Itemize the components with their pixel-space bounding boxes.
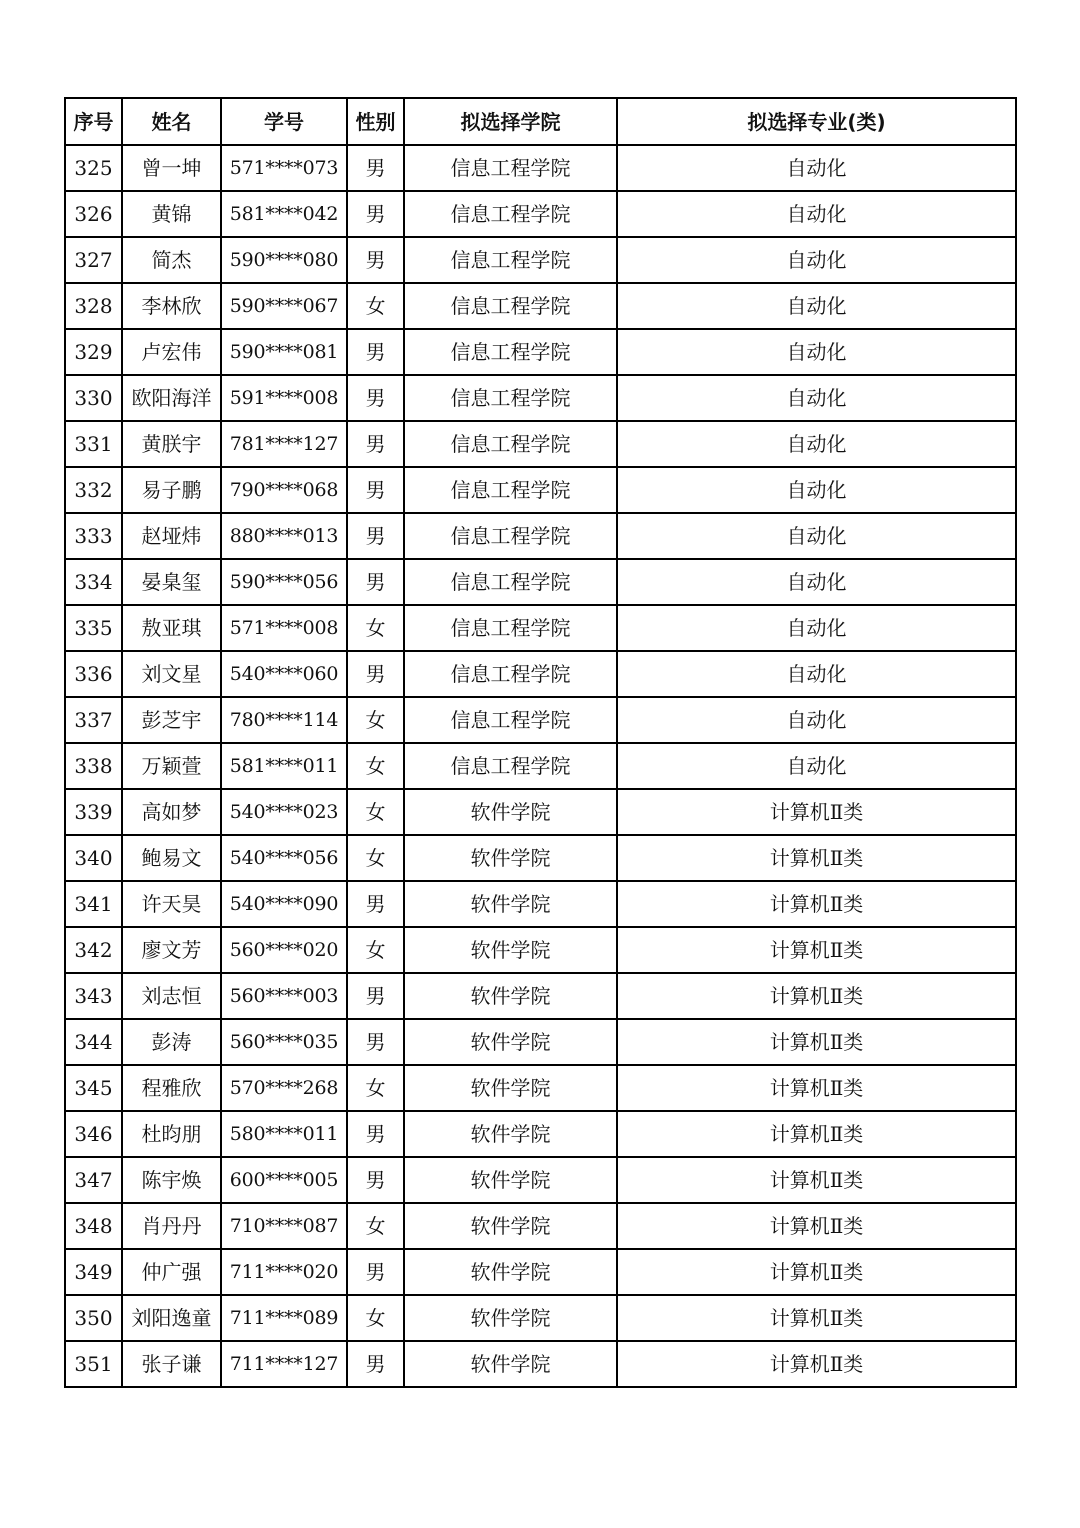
table-row <box>65 743 1016 789</box>
table-row <box>65 145 1016 191</box>
cell-name: 张子谦 <box>122 1341 221 1387</box>
cell-major: 自动化 <box>617 283 1016 329</box>
table-row <box>65 1203 1016 1249</box>
cell-student-id: 540****090 <box>221 881 347 927</box>
cell-major: 自动化 <box>617 743 1016 789</box>
cell-college: 信息工程学院 <box>404 467 617 513</box>
cell-major: 自动化 <box>617 375 1016 421</box>
cell-major: 计算机Ⅱ类 <box>617 1157 1016 1203</box>
table-row <box>65 283 1016 329</box>
cell-name: 易子鹏 <box>122 467 221 513</box>
cell-name: 高如梦 <box>122 789 221 835</box>
cell-major: 计算机Ⅱ类 <box>617 835 1016 881</box>
cell-gender: 男 <box>347 329 404 375</box>
cell-student-id: 781****127 <box>221 421 347 467</box>
cell-name: 陈宇焕 <box>122 1157 221 1203</box>
cell-major: 计算机Ⅱ类 <box>617 1111 1016 1157</box>
cell-seq: 333 <box>65 513 122 559</box>
cell-gender: 男 <box>347 467 404 513</box>
cell-college: 软件学院 <box>404 789 617 835</box>
cell-name: 仲广强 <box>122 1249 221 1295</box>
cell-seq: 336 <box>65 651 122 697</box>
cell-major: 计算机Ⅱ类 <box>617 973 1016 1019</box>
cell-name: 万颖萱 <box>122 743 221 789</box>
cell-name: 彭芝宇 <box>122 697 221 743</box>
cell-name: 廖文芳 <box>122 927 221 973</box>
cell-seq: 350 <box>65 1295 122 1341</box>
table-row <box>65 1249 1016 1295</box>
cell-major: 计算机Ⅱ类 <box>617 1019 1016 1065</box>
cell-college: 信息工程学院 <box>404 421 617 467</box>
cell-gender: 男 <box>347 1249 404 1295</box>
cell-name: 黄朕宇 <box>122 421 221 467</box>
cell-gender: 女 <box>347 283 404 329</box>
table-row <box>65 1111 1016 1157</box>
table-row <box>65 237 1016 283</box>
table-row <box>65 651 1016 697</box>
cell-seq: 346 <box>65 1111 122 1157</box>
header-gender: 性别 <box>347 98 404 145</box>
cell-seq: 348 <box>65 1203 122 1249</box>
cell-name: 黄锦 <box>122 191 221 237</box>
cell-student-id: 540****060 <box>221 651 347 697</box>
cell-gender: 男 <box>347 559 404 605</box>
table-row <box>65 697 1016 743</box>
cell-student-id: 590****056 <box>221 559 347 605</box>
header-major: 拟选择专业(类) <box>617 98 1016 145</box>
cell-gender: 女 <box>347 1065 404 1111</box>
cell-seq: 337 <box>65 697 122 743</box>
cell-gender: 男 <box>347 237 404 283</box>
cell-seq: 330 <box>65 375 122 421</box>
cell-major: 计算机Ⅱ类 <box>617 1295 1016 1341</box>
cell-seq: 342 <box>65 927 122 973</box>
cell-college: 软件学院 <box>404 927 617 973</box>
cell-college: 软件学院 <box>404 1157 617 1203</box>
table-row <box>65 1157 1016 1203</box>
cell-student-id: 590****081 <box>221 329 347 375</box>
cell-seq: 338 <box>65 743 122 789</box>
cell-student-id: 780****114 <box>221 697 347 743</box>
cell-student-id: 711****127 <box>221 1341 347 1387</box>
cell-student-id: 560****020 <box>221 927 347 973</box>
cell-major: 计算机Ⅱ类 <box>617 1203 1016 1249</box>
cell-college: 信息工程学院 <box>404 283 617 329</box>
cell-student-id: 560****003 <box>221 973 347 1019</box>
table-row <box>65 559 1016 605</box>
cell-student-id: 591****008 <box>221 375 347 421</box>
header-seq: 序号 <box>65 98 122 145</box>
cell-gender: 女 <box>347 927 404 973</box>
cell-major: 自动化 <box>617 421 1016 467</box>
cell-seq: 339 <box>65 789 122 835</box>
cell-college: 信息工程学院 <box>404 605 617 651</box>
cell-major: 自动化 <box>617 467 1016 513</box>
cell-seq: 351 <box>65 1341 122 1387</box>
cell-college: 软件学院 <box>404 1295 617 1341</box>
cell-name: 肖丹丹 <box>122 1203 221 1249</box>
header-row <box>65 98 1016 145</box>
cell-gender: 男 <box>347 973 404 1019</box>
cell-name: 曾一坤 <box>122 145 221 191</box>
cell-major: 自动化 <box>617 237 1016 283</box>
cell-student-id: 581****042 <box>221 191 347 237</box>
table-row <box>65 375 1016 421</box>
cell-student-id: 540****023 <box>221 789 347 835</box>
table-row <box>65 467 1016 513</box>
cell-name: 李林欣 <box>122 283 221 329</box>
cell-seq: 332 <box>65 467 122 513</box>
cell-major: 计算机Ⅱ类 <box>617 1065 1016 1111</box>
cell-student-id: 581****011 <box>221 743 347 789</box>
cell-seq: 335 <box>65 605 122 651</box>
cell-student-id: 560****035 <box>221 1019 347 1065</box>
table-row <box>65 513 1016 559</box>
cell-student-id: 710****087 <box>221 1203 347 1249</box>
cell-seq: 325 <box>65 145 122 191</box>
cell-seq: 329 <box>65 329 122 375</box>
cell-college: 软件学院 <box>404 881 617 927</box>
cell-student-id: 570****268 <box>221 1065 347 1111</box>
cell-student-id: 540****056 <box>221 835 347 881</box>
cell-gender: 男 <box>347 881 404 927</box>
cell-college: 信息工程学院 <box>404 743 617 789</box>
table-row <box>65 421 1016 467</box>
cell-name: 欧阳海洋 <box>122 375 221 421</box>
table-row <box>65 789 1016 835</box>
table-header <box>65 98 1016 145</box>
cell-gender: 男 <box>347 191 404 237</box>
cell-name: 刘文星 <box>122 651 221 697</box>
cell-gender: 男 <box>347 375 404 421</box>
cell-name: 卢宏伟 <box>122 329 221 375</box>
cell-gender: 男 <box>347 421 404 467</box>
cell-name: 刘阳逸童 <box>122 1295 221 1341</box>
table-row <box>65 191 1016 237</box>
cell-seq: 327 <box>65 237 122 283</box>
cell-seq: 340 <box>65 835 122 881</box>
cell-gender: 女 <box>347 743 404 789</box>
cell-seq: 343 <box>65 973 122 1019</box>
cell-college: 信息工程学院 <box>404 651 617 697</box>
cell-student-id: 590****080 <box>221 237 347 283</box>
cell-seq: 344 <box>65 1019 122 1065</box>
cell-seq: 328 <box>65 283 122 329</box>
cell-college: 软件学院 <box>404 1249 617 1295</box>
cell-major: 自动化 <box>617 145 1016 191</box>
cell-name: 杜昀朋 <box>122 1111 221 1157</box>
cell-major: 计算机Ⅱ类 <box>617 1249 1016 1295</box>
cell-college: 信息工程学院 <box>404 513 617 559</box>
cell-seq: 334 <box>65 559 122 605</box>
table-row <box>65 1019 1016 1065</box>
cell-college: 信息工程学院 <box>404 145 617 191</box>
table-row <box>65 973 1016 1019</box>
cell-seq: 349 <box>65 1249 122 1295</box>
cell-college: 软件学院 <box>404 835 617 881</box>
cell-seq: 326 <box>65 191 122 237</box>
table-row <box>65 1341 1016 1387</box>
table-row <box>65 1295 1016 1341</box>
cell-seq: 331 <box>65 421 122 467</box>
cell-student-id: 571****008 <box>221 605 347 651</box>
table-body <box>65 145 1016 1387</box>
cell-gender: 男 <box>347 513 404 559</box>
cell-student-id: 600****005 <box>221 1157 347 1203</box>
table-row <box>65 927 1016 973</box>
table-row <box>65 329 1016 375</box>
cell-major: 自动化 <box>617 559 1016 605</box>
cell-college: 软件学院 <box>404 1341 617 1387</box>
table-row <box>65 1065 1016 1111</box>
cell-name: 晏臬玺 <box>122 559 221 605</box>
cell-student-id: 790****068 <box>221 467 347 513</box>
table-row <box>65 881 1016 927</box>
cell-college: 信息工程学院 <box>404 329 617 375</box>
table-row <box>65 835 1016 881</box>
cell-student-id: 880****013 <box>221 513 347 559</box>
cell-major: 自动化 <box>617 605 1016 651</box>
cell-gender: 男 <box>347 1341 404 1387</box>
cell-gender: 女 <box>347 697 404 743</box>
cell-gender: 男 <box>347 1111 404 1157</box>
cell-student-id: 711****089 <box>221 1295 347 1341</box>
cell-college: 软件学院 <box>404 1065 617 1111</box>
cell-major: 自动化 <box>617 329 1016 375</box>
header-name: 姓名 <box>122 98 221 145</box>
cell-name: 赵垭炜 <box>122 513 221 559</box>
cell-gender: 女 <box>347 1203 404 1249</box>
cell-college: 信息工程学院 <box>404 375 617 421</box>
cell-student-id: 571****073 <box>221 145 347 191</box>
cell-gender: 男 <box>347 1019 404 1065</box>
cell-student-id: 711****020 <box>221 1249 347 1295</box>
cell-college: 软件学院 <box>404 973 617 1019</box>
cell-major: 计算机Ⅱ类 <box>617 881 1016 927</box>
cell-gender: 女 <box>347 789 404 835</box>
cell-name: 鲍易文 <box>122 835 221 881</box>
cell-major: 自动化 <box>617 191 1016 237</box>
cell-college: 软件学院 <box>404 1111 617 1157</box>
cell-seq: 347 <box>65 1157 122 1203</box>
cell-gender: 女 <box>347 835 404 881</box>
cell-major: 自动化 <box>617 697 1016 743</box>
cell-college: 信息工程学院 <box>404 237 617 283</box>
cell-name: 刘志恒 <box>122 973 221 1019</box>
table-row <box>65 605 1016 651</box>
cell-student-id: 590****067 <box>221 283 347 329</box>
cell-college: 软件学院 <box>404 1019 617 1065</box>
cell-seq: 345 <box>65 1065 122 1111</box>
cell-major: 计算机Ⅱ类 <box>617 1341 1016 1387</box>
cell-name: 程雅欣 <box>122 1065 221 1111</box>
cell-major: 自动化 <box>617 651 1016 697</box>
roster-table <box>64 97 1017 1388</box>
cell-college: 信息工程学院 <box>404 697 617 743</box>
cell-major: 计算机Ⅱ类 <box>617 927 1016 973</box>
cell-gender: 男 <box>347 145 404 191</box>
cell-name: 彭涛 <box>122 1019 221 1065</box>
header-student-id: 学号 <box>221 98 347 145</box>
cell-gender: 男 <box>347 1157 404 1203</box>
cell-name: 简杰 <box>122 237 221 283</box>
cell-college: 信息工程学院 <box>404 559 617 605</box>
cell-college: 信息工程学院 <box>404 191 617 237</box>
cell-gender: 女 <box>347 1295 404 1341</box>
cell-gender: 女 <box>347 605 404 651</box>
cell-major: 自动化 <box>617 513 1016 559</box>
cell-gender: 男 <box>347 651 404 697</box>
header-college: 拟选择学院 <box>404 98 617 145</box>
cell-major: 计算机Ⅱ类 <box>617 789 1016 835</box>
cell-college: 软件学院 <box>404 1203 617 1249</box>
cell-student-id: 580****011 <box>221 1111 347 1157</box>
cell-name: 许天昊 <box>122 881 221 927</box>
cell-name: 敖亚琪 <box>122 605 221 651</box>
cell-seq: 341 <box>65 881 122 927</box>
